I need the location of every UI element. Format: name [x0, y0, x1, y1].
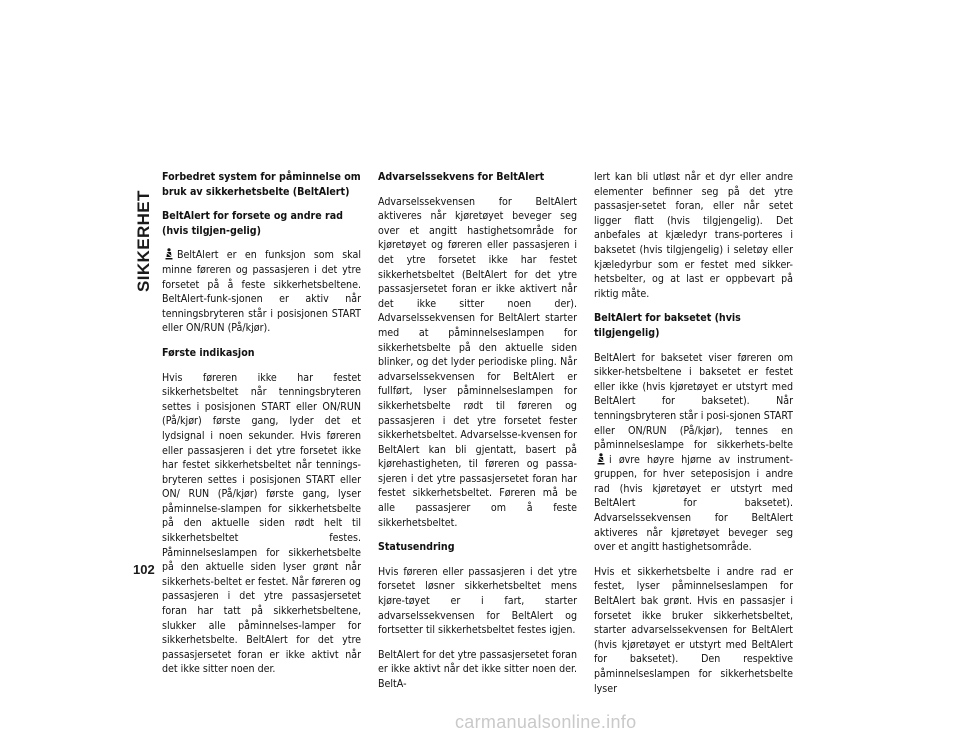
paragraph-rear-seat: BeltAlert for baksetet viser føreren om sikker-hetsbeltene i baksetet er festet eller ikke (hvis kjøretøyet er utstyrt med BeltAlert for baksetet). Når tenningsbryteren står i posi-sjonen START eller ON/RUN (På/kjør), tennes en påminnelseslampe for sikkerhets-beltei øvre høyre hjørne av instrument-gruppen, for hver seteposisjon i andre rad (hvis kjøretøyet er utstyrt med BeltAlert for baksetet). Advarselssekvensen for BeltAlert aktiveres når kjøretøyet beveger seg over et angitt hastighetsområde. — [594, 351, 793, 554]
paragraph-intro: BeltAlert er en funksjon som skal minne føreren og passasjeren i det ytre forsetet på å feste sikkerhetsbeltene. BeltAlert-funk-sjonen er aktiv når tenningsbryteren står i posisjonen START eller ON/RUN (På/kjør). — [162, 249, 361, 335]
heading-rear-seat: BeltAlert for baksetet (hvis tilgjengelig) — [594, 312, 741, 339]
watermark: carmanualsonline.info — [455, 712, 637, 732]
seatbelt-icon — [164, 248, 174, 260]
paragraph-status-change: Hvis føreren eller passasjeren i det ytre forsetet løsner sikkerhetsbeltet mens kjøre-tøyet er i fart, starter advarselssekvensen for BeltAlert og fortsetter til sikkerhetsbeltet festes igjen. — [378, 565, 577, 637]
column-1 — [162, 170, 361, 687]
seatbelt-icon — [596, 453, 606, 465]
heading-warning-sequence: Advarselssekvens for BeltAlert — [378, 171, 545, 183]
paragraph-first-indication: Hvis føreren ikke har festet sikkerhetsbeltet når tenningsbryteren settes i posisjonen START eller ON/RUN (På/kjør) første gang, lyder det et lydsignal i noen sekunder. Hvis føreren eller passasjeren i det ytre forsetet ikke har festet sikkerhetsbeltet når tennings-bryteren settes i posisjonen START eller ON/ RUN (På/kjør) første gang, lyser påminnelse-slampen for sikkerhetsbelte på den aktuelle siden rødt helt til sikkerhetsbeltet festes. Påminnelseslampen for sikkerhetsbelte på den aktuelle siden lyser grønt når sikkerhets-beltet er festet. Når føreren og passasjeren i det ytre passasjersetet foran har tatt på sikkerhetsbeltene, slukker alle påminnelses-lamper for sikkerhetsbelte. BeltAlert for det ytre passasjersetet foran er ikke aktivt når det ikke sitter noen der. — [162, 371, 361, 676]
section-title: SIKKERHET — [134, 190, 153, 292]
heading-front-second-row: BeltAlert for forsete og andre rad (hvis tilgjen-gelig) — [162, 210, 343, 237]
paragraph-warning-sequence: Advarselssekvensen for BeltAlert aktiveres når kjøretøyet beveger seg over et angitt hastighetsområde for kjøretøyet og føreren eller passasjeren i det ytre forsetet ikke har festet sikkerhetsbeltet (BeltAlert for det ytre passasjersetet foran er ikke aktivert når det ikke sitter noen der). Advarselssekvensen for BeltAlert starter med at påminnelseslampen for sikkerhetsbelte på den aktuelle siden blinker, og det lyder periodiske pling. Når advarselssekvensen for BeltAlert er fullført, lyser påminnelseslampen for sikkerhetsbelte rødt til føreren og passasjeren i det ytre forsetet fester sikkerhetsbeltet. Advarselsse-kvensen for BeltAlert kan bli gjentatt, basert på kjørehastigheten, til føreren og passa-sjeren i det ytre passasjersetet foran har festet sikkerhetsbeltet. Føreren må be alle passasjerer om å feste sikkerhetsbeltet. — [378, 195, 577, 529]
column-2 — [378, 170, 577, 702]
page-number: 102 — [133, 562, 155, 577]
paragraph-passenger-seat: BeltAlert for det ytre passasjersetet foran er ikke aktivt når det ikke sitter noen der. BeltA- — [378, 648, 577, 690]
paragraph-pets: lert kan bli utløst når et dyr eller andre elementer befinner seg på det ytre passasjer-setet foran, eller når setet ligger flatt (hvis tilgjengelig). Det anbefales at kjæledyr trans-porteres i baksetet (hvis tilgjengelig) i seletøy eller kjæledyrbur som er festet med sikker-hetsbelter, og at last er oppbevart på riktig måte. — [594, 171, 793, 300]
heading-status-change: Statusendring — [378, 541, 455, 554]
heading-first-indication: Første indikasjon — [162, 346, 255, 359]
heading-beltalert-system: Forbedret system for påminnelse om bruk av sikkerhetsbelte (BeltAlert) — [162, 171, 361, 198]
column-3 — [594, 170, 793, 706]
paragraph-rear-belt-status: Hvis et sikkerhetsbelte i andre rad er festet, lyser påminnelseslampen for BeltAlert bak grønt. Hvis en passasjer i forsetet ikke bruker sikkerhetsbeltet, starter advarselssekvensen for BeltAlert (hvis kjøretøyet er utstyrt med BeltAlert for baksetet). Den respektive påminnelseslampen for sikkerhetsbelte lyser — [594, 565, 793, 695]
